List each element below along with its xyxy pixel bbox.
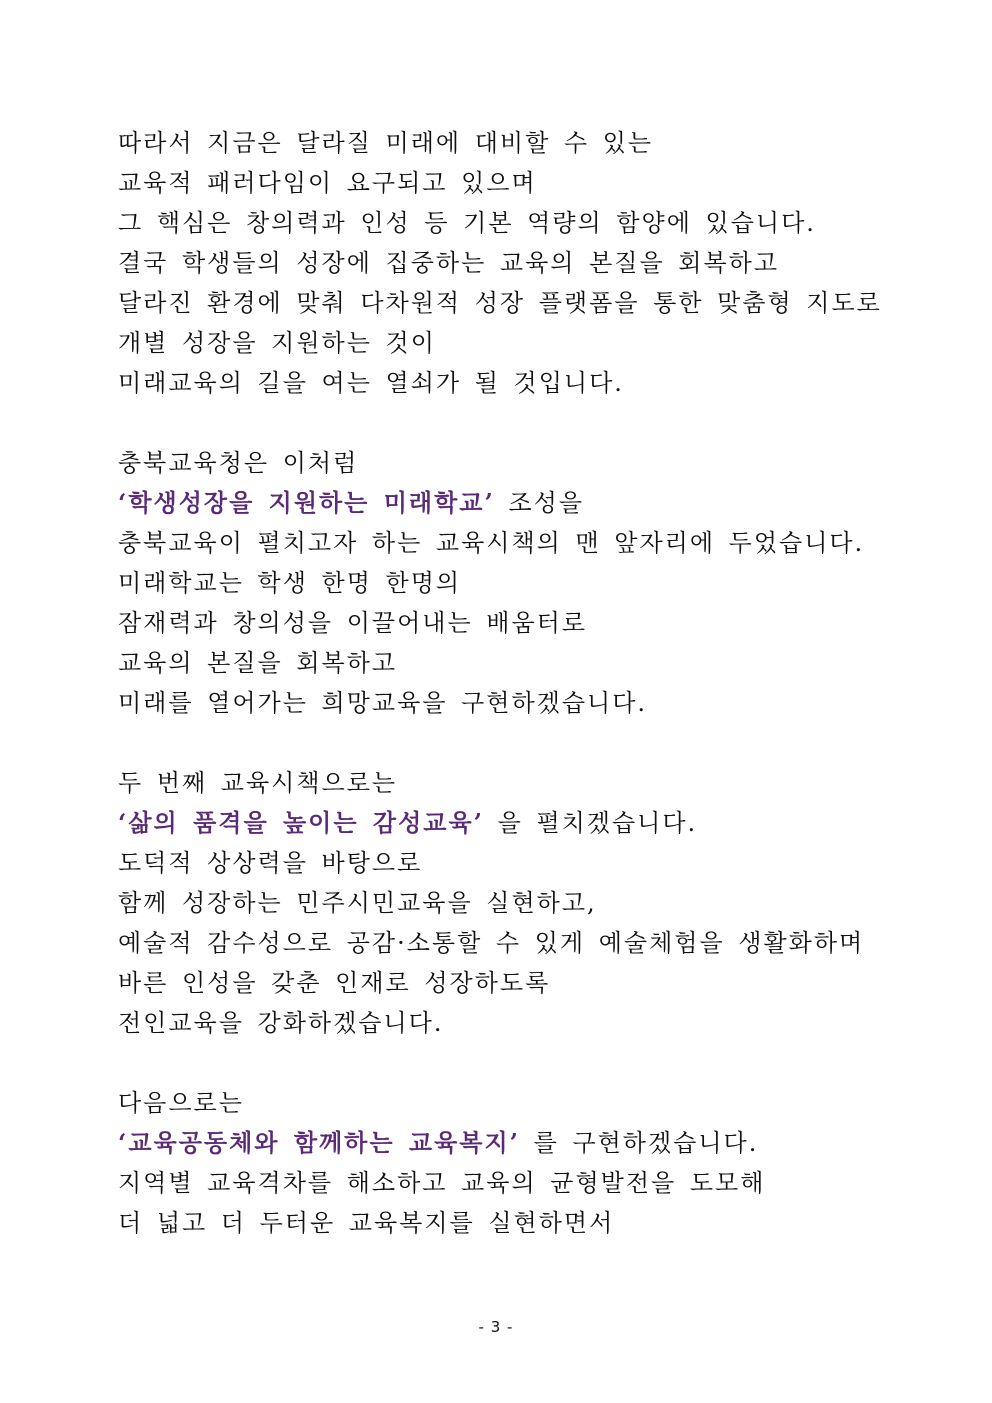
paragraph-1-line-4	[118, 247, 779, 279]
line-text: 교육적 패러다임이 요구되고 있으며	[118, 169, 537, 197]
paragraph-3-line-5	[118, 927, 864, 959]
paragraph-4-line-1	[118, 1087, 244, 1119]
line-text: 를 구현하겠습니다.	[520, 1129, 759, 1157]
line-text: 결국 학생들의 성장에 집중하는 교육의 본질을 회복하고	[118, 249, 780, 277]
line-text: 도덕적 상상력을 바탕으로	[118, 849, 423, 877]
paragraph-1-line-2	[118, 167, 537, 199]
line-text: 예술적 감수성으로 공감·소통할 수 있게 예술체험을 생활화하며	[118, 929, 865, 957]
paragraph-2-line-3	[118, 527, 864, 559]
line-text: 조성을	[494, 489, 585, 517]
paragraph-2-line-4	[118, 567, 461, 599]
paragraph-3-line-6	[118, 967, 550, 999]
line-text: 개별 성장을 지원하는 것이	[118, 329, 436, 357]
policy-title-emphasis: ‘교육공동체와 함께하는 교육복지’	[118, 1128, 520, 1157]
paragraph-3-line-4	[118, 887, 597, 919]
paragraph-2-line-2	[118, 487, 584, 519]
line-text: 을 펼치겠습니다.	[484, 809, 698, 837]
page-number: - 3 -	[478, 1318, 514, 1336]
line-text: 그 핵심은 창의력과 인성 등 기본 역량의 함양에 있습니다.	[118, 209, 816, 237]
paragraph-3-line-1	[118, 767, 397, 799]
line-text: 바른 인성을 갖춘 인재로 성장하도록	[118, 969, 551, 997]
line-text: 다음으로는	[118, 1089, 244, 1117]
line-text: 함께 성장하는 민주시민교육을 실현하고,	[118, 889, 597, 917]
paragraph-2-line-1	[118, 447, 358, 479]
paragraph-3-line-2	[118, 807, 697, 839]
paragraph-1-line-7	[118, 367, 624, 399]
paragraph-1-line-5	[118, 287, 882, 319]
policy-title-emphasis: ‘삶의 품격을 높이는 감성교육’	[118, 808, 484, 837]
line-text: 지역별 교육격차를 해소하고 교육의 균형발전을 도모해	[118, 1169, 766, 1197]
line-text: 충북교육이 펼치고자 하는 교육시책의 맨 앞자리에 두었습니다.	[118, 529, 865, 557]
paragraph-3-line-7	[118, 1007, 443, 1039]
paragraph-1-line-6	[118, 327, 436, 359]
paragraph-3-line-3	[118, 847, 422, 879]
line-text: 잠재력과 창의성을 이끌어내는 배움터로	[118, 609, 588, 637]
policy-title-emphasis: ‘학생성장을 지원하는 미래학교’	[118, 488, 495, 517]
line-text: 충북교육청은 이처럼	[118, 449, 359, 477]
line-text: 교육의 본질을 회복하고	[118, 649, 398, 677]
line-text: 두 번째 교육시책으로는	[118, 769, 398, 797]
paragraph-2-line-6	[118, 647, 397, 679]
paragraph-4-line-2	[118, 1127, 758, 1159]
line-text: 전인교육을 강화하겠습니다.	[118, 1009, 444, 1037]
paragraph-4-line-3	[118, 1167, 765, 1199]
paragraph-1-line-1	[118, 127, 653, 159]
paragraph-2-line-7	[118, 687, 647, 719]
paragraph-1-line-3	[118, 207, 816, 239]
line-text: 미래교육의 길을 여는 열쇠가 될 것입니다.	[118, 369, 624, 397]
line-text: 미래를 열어가는 희망교육을 구현하겠습니다.	[118, 689, 648, 717]
line-text: 따라서 지금은 달라질 미래에 대비할 수 있는	[118, 129, 654, 157]
line-text: 미래학교는 학생 한명 한명의	[118, 569, 462, 597]
paragraph-2-line-5	[118, 607, 587, 639]
paragraph-4-line-4	[118, 1207, 614, 1239]
line-text: 달라진 환경에 맞춰 다차원적 성장 플랫폼을 통한 맞춤형 지도로	[118, 289, 882, 317]
line-text: 더 넓고 더 두터운 교육복지를 실현하면서	[118, 1209, 615, 1237]
